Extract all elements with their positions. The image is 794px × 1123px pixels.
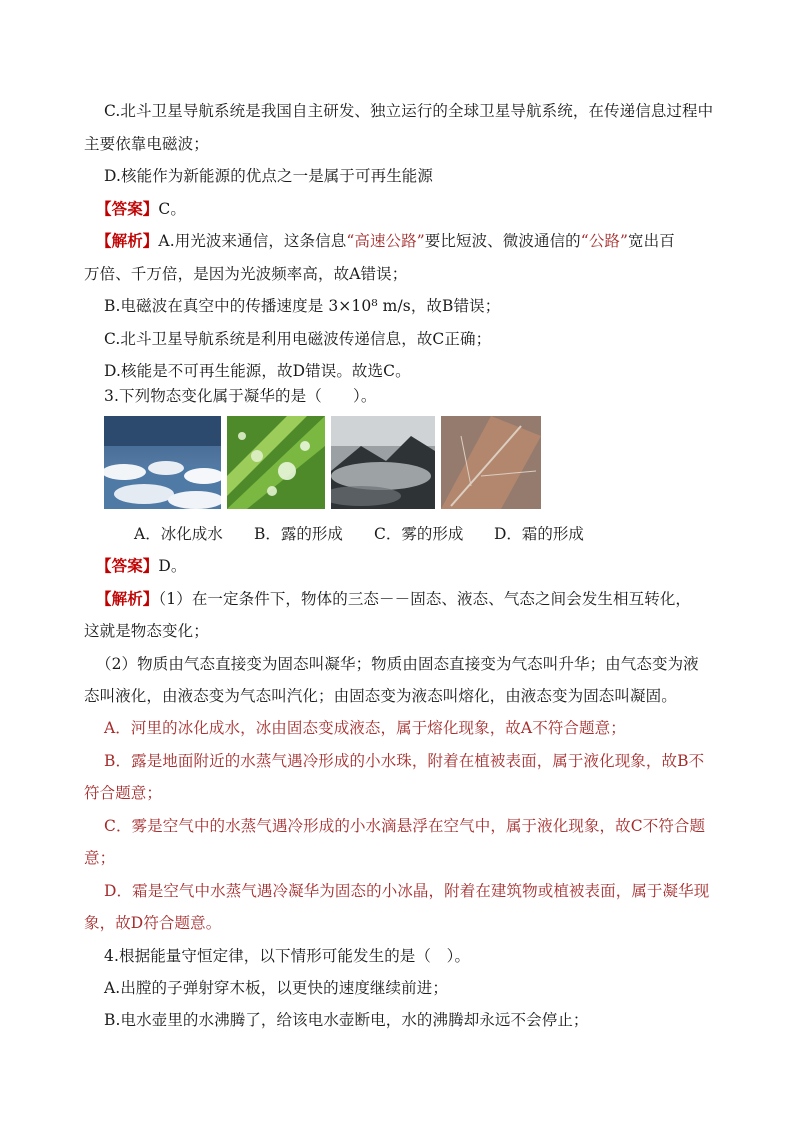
option-d-line: D.核能作为新能源的优点之一是属于可再生能源	[104, 167, 434, 185]
fog-formation-image	[331, 416, 435, 509]
answer-tag: 【答案】	[96, 556, 159, 575]
text-segment: 宽出百	[628, 232, 675, 250]
answer-value: D。	[158, 557, 187, 575]
explanation-3-c-line-2: 意；	[84, 849, 116, 867]
explanation-2-a-line-1	[96, 231, 716, 251]
question-4-option-a: A.出膛的子弹射穿木板，以更快的速度继续前进；	[104, 979, 448, 997]
explanation-2-b: B.电磁波在真空中的传播速度是 3×10⁸ m/s，故B错误；	[104, 297, 501, 315]
explanation-tag: 【解析】	[96, 589, 159, 608]
explanation-3-b-line-1: B．露是地面附近的水蒸气遇冷形成的小水珠，附着在植被表面，属于液化现象，故B不	[104, 752, 705, 770]
option-b: B．露的形成	[254, 525, 343, 543]
option-a: A．冰化成水	[134, 525, 223, 543]
explanation-3-d-line-1: D．霜是空气中水蒸气遇冷凝华为固态的小冰晶，附着在建筑物或植被表面，属于凝华现	[104, 882, 710, 900]
explanation-3-b-line-2: 符合题意；	[84, 784, 163, 802]
ice-melting-image	[104, 416, 221, 509]
explanation-2-d: D.核能是不可再生能源，故D错误。故选C。	[104, 362, 411, 380]
question-4: 4.根据能量守恒定律，以下情形可能发生的是（ ）。	[104, 947, 471, 965]
explanation-2-c: C.北斗卫星导航系统是利用电磁波传递信息，故C正确；	[104, 330, 492, 348]
text-segment: A.用光波来通信，这条信息	[158, 232, 347, 250]
answer-value: C。	[158, 200, 186, 218]
explanation-3-part-1-line-1	[96, 589, 716, 609]
option-c-line-2: 主要依靠电磁波；	[84, 135, 209, 153]
explanation-3-a: A．河里的冰化成水，冰由固态变成液态，属于熔化现象，故A不符合题意；	[104, 719, 626, 737]
frost-formation-image	[441, 416, 541, 509]
highlight-segment: “公路”	[580, 232, 629, 250]
question-3: 3.下列物态变化属于凝华的是（ ）。	[104, 387, 377, 405]
question-3-options	[134, 524, 584, 544]
explanation-3-d-line-2: 象，故D符合题意。	[84, 914, 222, 932]
explanation-3-c-line-1: C．雾是空气中的水蒸气遇冷形成的小水滴悬浮在空气中，属于液化现象，故C不符合题	[104, 817, 706, 835]
explanation-3-part-2-line-1: （2）物质由气态直接变为固态叫凝华；物质由固态直接变为气态叫升华；由气态变为液	[96, 655, 699, 673]
explanation-3-part-1-line-2: 这就是物态变化；	[84, 622, 209, 640]
explanation-tag: 【解析】	[96, 231, 159, 250]
text-segment: （1）在一定条件下，物体的三态－－固态、液态、气态之间会发生相互转化，	[158, 590, 692, 608]
question-4-option-b: B.电水壶里的水沸腾了，给该电水壶断电，水的沸腾却永远不会停止；	[104, 1011, 589, 1029]
dew-formation-image	[227, 416, 325, 509]
highlight-segment: “高速公路”	[346, 232, 425, 250]
answer-tag: 【答案】	[96, 199, 159, 218]
option-c-line-1: C.北斗卫星导航系统是我国自主研发、独立运行的全球卫星导航系统，在传递信息过程中	[104, 102, 714, 120]
text-segment: 要比短波、微波通信的	[424, 232, 581, 250]
explanation-3-part-2-line-2: 态叫液化，由液态变为气态叫汽化；由固态变为液态叫熔化，由液态变为固态叫凝固。	[84, 687, 677, 705]
option-d: D．霜的形成	[494, 525, 584, 543]
option-c: C．雾的形成	[374, 525, 464, 543]
question-3-images	[104, 416, 544, 509]
answer-2	[96, 199, 716, 219]
explanation-2-a-line-2: 万倍、千万倍，是因为光波频率高，故A错误；	[84, 265, 408, 283]
answer-3	[96, 556, 716, 576]
